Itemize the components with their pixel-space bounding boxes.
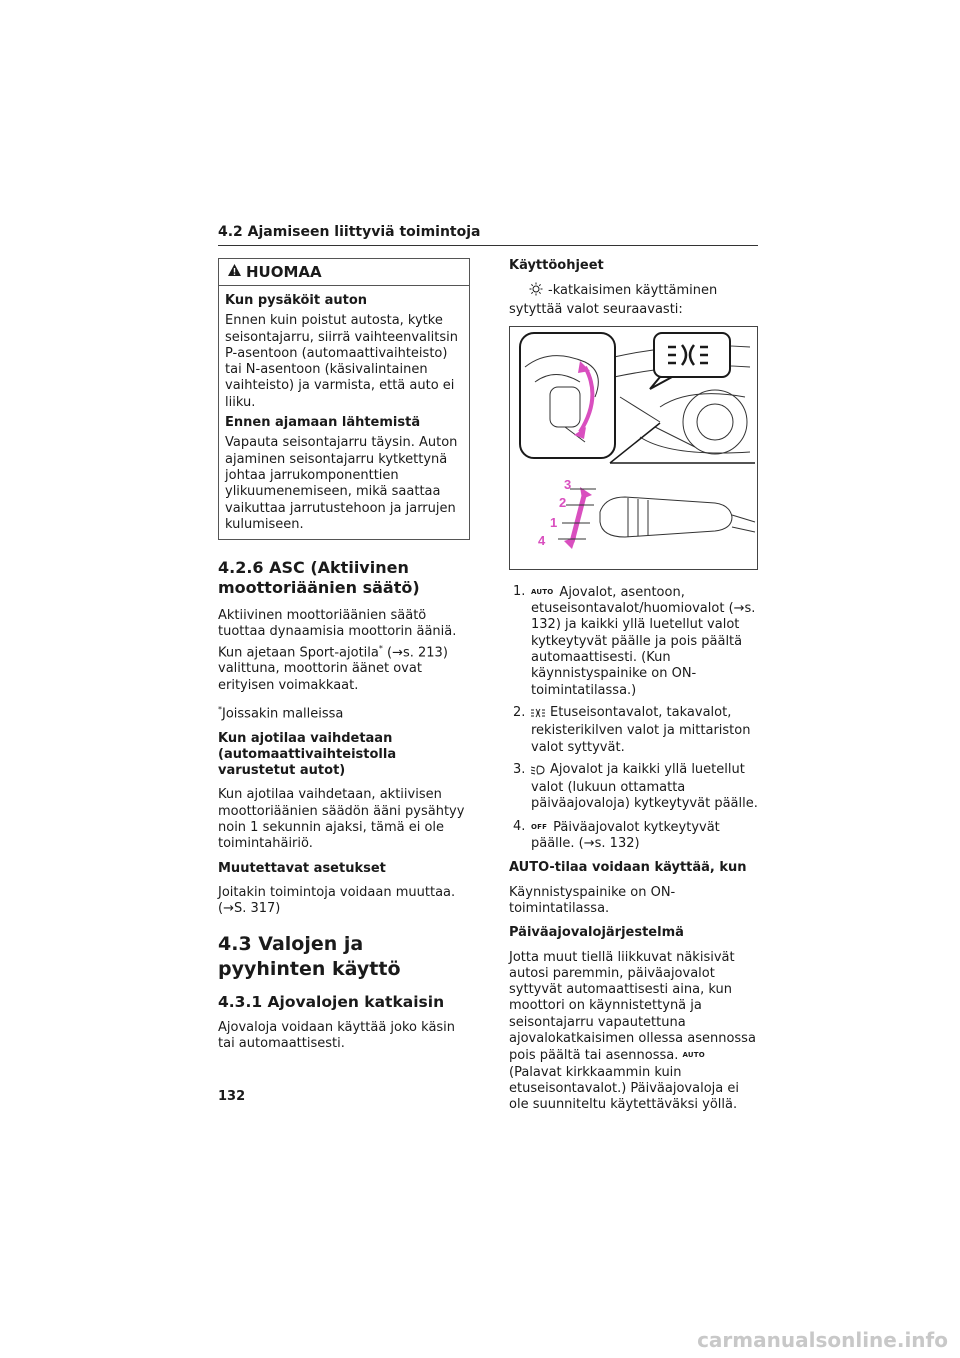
section-header: 4.2 Ajamiseen liittyviä toimintoja [218,224,758,246]
figure-illustration [510,327,757,569]
lights-heading: 4.3 Valojen ja pyyhinten käyttö [218,932,401,980]
asc-sub1-heading: Kun ajotilaa vaihdetaan (automaattivaihteistolla varustetut autot) [218,730,397,779]
usage-heading: Käyttöohjeet [509,258,604,273]
usage-intro: -katkaisimen käyttäminen sytyttää valot seuraavasti: [509,283,718,317]
asc-sub1-text: Kun ajotilaa vaihdetaan, aktiivisen moottoriäänien säädön ääni pysähtyy noin 1 sekunnin ajaksi, tämä ei ole toimintahäiriö. [218,787,465,852]
auto-heading: AUTO-tilaa voidaan käyttää, kun [509,860,747,876]
headlight-icon [531,764,545,780]
headlight-switch-figure [509,326,758,570]
drl-heading: Päiväajovalojärjestelmä [509,925,684,941]
auto-icon: AUTO [682,1051,705,1060]
list-item: 1. AUTO Ajovalot, asentoon, etuseisontavalot/huomiovalot (→s. 132) ja kaikki yllä luetellut valot kytkeytyvät päälle ja pois päältä automaattisesti. (Kun käynnistyspainike on ON-toimintatilassa.) [513,583,756,698]
drl-text: Jotta muut tiellä liikkuvat näkisivät autosi paremmin, päiväajovalot syttyvät automaattisesti aina, kun moottori on käynnistettynä ja seisontajarru vapautettuna ajovalokatkaisimen ollessa asennossa pois päältä tai asennossa. AUTO (Palavat kirkkaammin kuin etuseisontavalot.) Päiväajovaloja ei ole suunniteltu käytettäväksi yöllä. [509,949,756,1113]
page-number: 132 [218,1089,246,1104]
asc-footnote: *Joissakin malleissa [218,704,344,722]
list-item: 4. OFF Päiväajovalot kytkeytyvät päälle. (→s. 132) [513,818,720,852]
auto-icon: AUTO [531,587,554,596]
list-item: 3. Ajovalot ja kaikki yllä luetellut valot (lukuun ottamatta päiväajovaloja) kytkeytyvät päälle. [513,761,758,812]
watermark: carmanualsonline.info [697,1328,948,1352]
figure-label-1: 1 [550,514,558,530]
asc-sub2-heading: Muutettavat asetukset [218,860,386,876]
asc-heading: 4.2.6 ASC (Aktiivinen moottoriäänien säätö) [218,558,420,598]
off-icon: OFF [531,822,548,831]
notice-heading-before-driving: Ennen ajamaan lähtemistä [225,415,421,431]
notice-heading-parking: Kun pysäköit auton [225,293,368,308]
notice-text-before-driving: Vapauta seisontajarru täysin. Auton ajaminen seisontajarru kytkettynä johtaa jarrukomponenttien ylikuumenemiseen, mikä saattaa vaikuttaa jarrutustehoon ja jarrujen kulumiseen. [225,435,458,532]
notice-text-parking: Ennen kuin poistut autosta, kytke seisontajarru, siirrä vaihteenvalitsin P-asentoon (automaattivaihteisto) tai N-asentoon (käsivalintainen vaihteisto) ja varmista, että auto ei liiku. [225,313,458,410]
notice-header [219,259,469,286]
figure-label-3: 3 [564,476,572,492]
list-item: 2. Etuseisontavalot, takavalot, rekisterikilven valot ja mittariston valot syttyvät. [513,704,751,755]
notice-title: HUOMAA [246,262,322,281]
auto-text: Käynnistyspainike on ON-toimintatilassa. [509,884,676,916]
asc-sub2-text: Joitakin toimintoja voidaan muuttaa. (→S. 317) [218,884,456,917]
left-column [218,258,470,1060]
right-column [509,258,759,1122]
asc-intro: Aktiivinen moottoriäänien säätö tuottaa dynaamisia moottorin ääniä. Kun ajetaan Sport-ajotila* (→s. 213) valittuna, moottorin äänet ovat erityisen voimakkaat. [218,608,457,693]
notice-box [218,258,470,540]
lights-sub-heading: 4.3.1 Ajovalojen katkaisin [218,992,445,1011]
light-sun-icon [519,282,543,301]
lights-intro: Ajovaloja voidaan käyttää joko käsin tai automaattisesti. [218,1019,456,1052]
parking-light-icon [531,707,545,723]
notice-body [219,286,469,539]
usage-steps [509,584,759,852]
figure-label-4: 4 [538,532,546,548]
warning-icon [227,263,242,280]
figure-label-2: 2 [559,494,567,510]
